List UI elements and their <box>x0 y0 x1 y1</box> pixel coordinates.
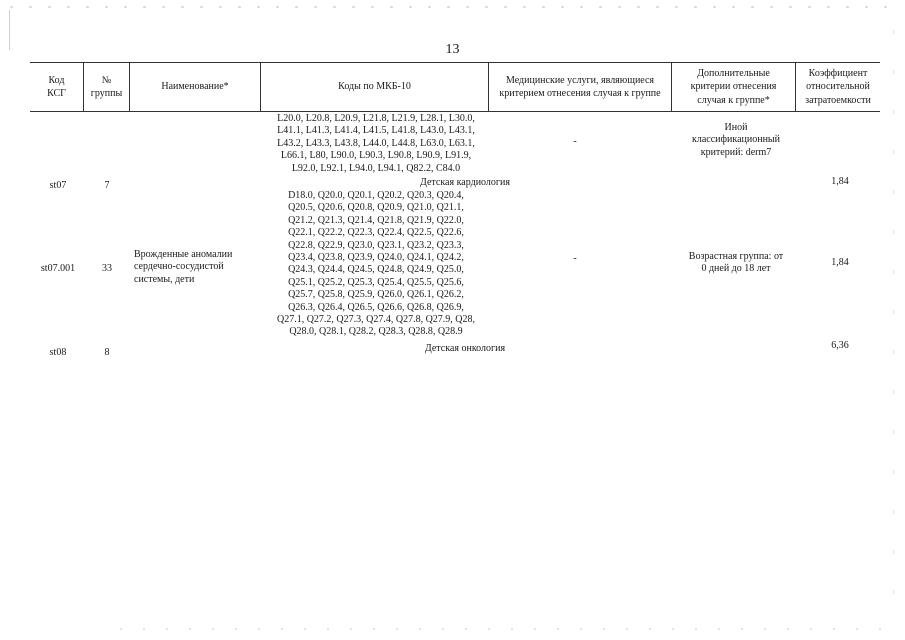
scan-artifact-top <box>10 6 890 8</box>
header-services: Медицинские услуги, являющиеся критерием отнесения случая к группе <box>488 63 671 111</box>
st07-section-title: Детская кардиология <box>420 177 510 188</box>
scan-artifact-bottom <box>120 628 890 630</box>
header-name: Наименование* <box>129 63 260 111</box>
header-mkb-codes: Коды по МКБ-10 <box>260 63 488 111</box>
header-code: Код КСГ <box>47 74 66 99</box>
st07-code: st07 <box>49 180 67 191</box>
st07-001-services: - <box>573 253 577 264</box>
st07-001-name: Врожденные аномалии сердечно-сосудистой системы, дети <box>134 249 233 285</box>
st08-group: 8 <box>104 347 110 358</box>
st08-section-title: Детская онкология <box>424 343 506 354</box>
st07-coefficient: 1,84 <box>831 176 849 187</box>
st07-group: 7 <box>104 180 110 191</box>
continued-services: - <box>573 136 577 147</box>
st08-code: st08 <box>49 347 67 358</box>
scan-artifact-right <box>893 30 894 620</box>
st07-001-code: st07.001 <box>40 263 76 274</box>
st07-001-group: 33 <box>102 263 112 274</box>
header-additional-criteria: Дополнительные критерии отнесения случая к группе* <box>671 63 795 111</box>
st07-001-coefficient: 1,84 <box>831 257 849 268</box>
continued-additional-criteria: Иной классификационный критерий: derm7 <box>692 122 780 158</box>
page-number: 13 <box>445 42 460 57</box>
st07-001-additional-criteria: Возрастная группа: от 0 дней до 18 лет <box>688 251 784 275</box>
st07-001-mkb-codes: D18.0, Q20.0, Q20.1, Q20.2, Q20.3, Q20.4, Q20.5, Q20.6, Q20.8, Q20.9, Q21.0, Q21.1, Q21.2, Q21.3, Q21.4, Q21.8, Q21.9, Q22.0, Q22.1, Q22.2, Q22.3, Q22.4, Q22.5, Q22.6, Q22.8, Q22.9, Q23.0, Q23.1, Q23.2, Q23.3, Q23.4, Q23.8, Q23.9, Q24.0, Q24.1, Q24.2, Q24.3, Q24.4, Q24.5, Q24.8, Q24.9, Q25.0, Q25.1, Q25.2, Q25.3, Q25.4, Q25.5, Q25.6, Q25.7, Q25.8, Q25.9, Q26.0, Q26.1, Q26.2, Q26.3, Q26.4, Q26.5, Q26.6, Q26.8, Q26.9, Q27.1, Q27.2, Q27.3, Q27.4, Q27.8, Q27.9, Q28, Q28.0, Q28.1, Q28.2, Q28.3, Q28.8, Q28.9 <box>276 190 476 338</box>
header-group-number: № группы <box>83 63 129 111</box>
st08-coefficient: 6,36 <box>831 340 849 351</box>
header-coefficient: Коэффициент относительной затратоемкости <box>795 63 880 111</box>
continued-mkb-codes: L20.0, L20.8, L20.9, L21.8, L21.9, L28.1, L30.0, L41.1, L41.3, L41.4, L41.5, L41.8, L43.0, L43.1, L43.2, L43.3, L43.8, L44.0, L44.8, L63.0, L63.1, L66.1, L80, L90.0, L90.3, L90.8, L90.9, L91.9, L92.0, L92.1, L94.0, L94.1, Q82.2, C84.0 <box>277 113 475 174</box>
table-header <box>30 62 880 112</box>
